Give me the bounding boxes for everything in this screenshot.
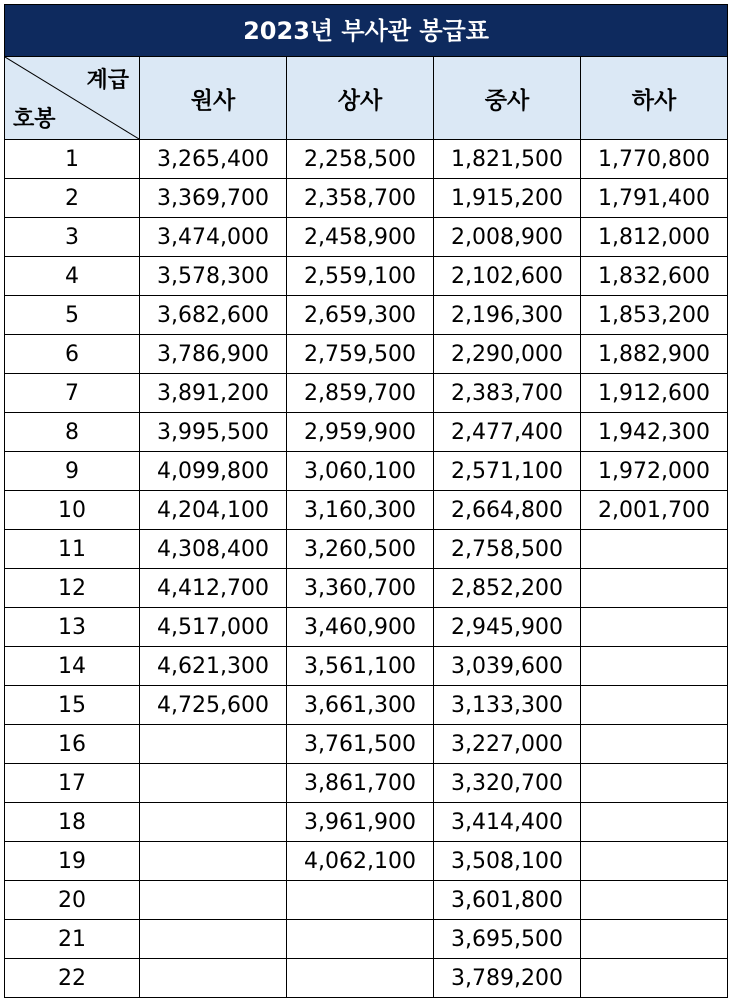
salary-cell: 1,912,600 — [581, 374, 728, 413]
salary-cell: 2,102,600 — [434, 257, 581, 296]
salary-cell: 4,725,600 — [140, 686, 287, 725]
salary-cell: 1,812,000 — [581, 218, 728, 257]
salary-cell: 3,460,900 — [287, 608, 434, 647]
salary-cell — [581, 842, 728, 881]
salary-cell — [581, 569, 728, 608]
salary-cell — [581, 959, 728, 998]
salary-cell: 4,062,100 — [287, 842, 434, 881]
salary-cell: 2,659,300 — [287, 296, 434, 335]
step-number-cell: 1 — [5, 140, 140, 179]
table-row — [5, 335, 728, 374]
salary-cell: 3,414,400 — [434, 803, 581, 842]
table-row — [5, 374, 728, 413]
salary-cell: 2,196,300 — [434, 296, 581, 335]
salary-cell: 3,060,100 — [287, 452, 434, 491]
salary-cell: 3,265,400 — [140, 140, 287, 179]
salary-cell — [140, 764, 287, 803]
step-number-cell: 12 — [5, 569, 140, 608]
salary-cell: 3,133,300 — [434, 686, 581, 725]
table-row — [5, 959, 728, 998]
salary-cell: 3,786,900 — [140, 335, 287, 374]
header-row — [5, 57, 728, 140]
salary-cell: 1,770,800 — [581, 140, 728, 179]
grade-label: 계급 — [86, 68, 129, 93]
salary-cell: 3,320,700 — [434, 764, 581, 803]
step-number-cell: 4 — [5, 257, 140, 296]
salary-cell — [581, 881, 728, 920]
step-number-cell: 20 — [5, 881, 140, 920]
salary-cell: 2,852,200 — [434, 569, 581, 608]
step-number-cell: 18 — [5, 803, 140, 842]
column-header-1: 원사 — [140, 57, 287, 140]
salary-cell: 2,571,100 — [434, 452, 581, 491]
salary-cell: 3,227,000 — [434, 725, 581, 764]
column-header-2: 상사 — [287, 57, 434, 140]
salary-cell: 2,559,100 — [287, 257, 434, 296]
corner-header-cell — [5, 57, 140, 140]
salary-cell — [140, 803, 287, 842]
step-number-cell: 15 — [5, 686, 140, 725]
salary-cell: 3,360,700 — [287, 569, 434, 608]
salary-cell: 2,664,800 — [434, 491, 581, 530]
salary-cell: 3,761,500 — [287, 725, 434, 764]
step-number-cell: 13 — [5, 608, 140, 647]
salary-cell: 1,853,200 — [581, 296, 728, 335]
salary-cell — [140, 920, 287, 959]
salary-cell: 3,508,100 — [434, 842, 581, 881]
column-header-3: 중사 — [434, 57, 581, 140]
salary-cell: 1,882,900 — [581, 335, 728, 374]
table-row — [5, 530, 728, 569]
salary-cell: 3,561,100 — [287, 647, 434, 686]
salary-cell: 1,915,200 — [434, 179, 581, 218]
step-number-cell: 7 — [5, 374, 140, 413]
salary-table — [4, 56, 728, 998]
table-row — [5, 647, 728, 686]
step-number-cell: 11 — [5, 530, 140, 569]
step-number-cell: 10 — [5, 491, 140, 530]
salary-cell: 2,001,700 — [581, 491, 728, 530]
salary-cell: 3,578,300 — [140, 257, 287, 296]
salary-cell — [581, 686, 728, 725]
table-row — [5, 920, 728, 959]
salary-cell — [581, 647, 728, 686]
salary-cell: 2,290,000 — [434, 335, 581, 374]
step-label: 호봉 — [13, 107, 56, 132]
salary-cell: 1,832,600 — [581, 257, 728, 296]
salary-cell: 4,517,000 — [140, 608, 287, 647]
salary-cell: 3,474,000 — [140, 218, 287, 257]
salary-cell: 1,972,000 — [581, 452, 728, 491]
step-number-cell: 2 — [5, 179, 140, 218]
table-row — [5, 218, 728, 257]
table-row — [5, 569, 728, 608]
salary-cell: 1,821,500 — [434, 140, 581, 179]
table-row — [5, 491, 728, 530]
step-number-cell: 14 — [5, 647, 140, 686]
salary-cell — [140, 959, 287, 998]
salary-cell: 3,891,200 — [140, 374, 287, 413]
salary-cell: 3,160,300 — [287, 491, 434, 530]
salary-cell: 2,759,500 — [287, 335, 434, 374]
table-row — [5, 257, 728, 296]
salary-cell: 4,308,400 — [140, 530, 287, 569]
step-number-cell: 22 — [5, 959, 140, 998]
salary-cell: 3,789,200 — [434, 959, 581, 998]
salary-cell: 4,412,700 — [140, 569, 287, 608]
salary-cell: 4,099,800 — [140, 452, 287, 491]
step-number-cell: 5 — [5, 296, 140, 335]
salary-cell — [140, 842, 287, 881]
salary-cell: 2,383,700 — [434, 374, 581, 413]
salary-cell — [287, 881, 434, 920]
step-number-cell: 19 — [5, 842, 140, 881]
salary-cell — [581, 530, 728, 569]
salary-cell — [581, 725, 728, 764]
salary-cell: 2,358,700 — [287, 179, 434, 218]
table-row — [5, 686, 728, 725]
salary-cell: 3,661,300 — [287, 686, 434, 725]
column-header-4: 하사 — [581, 57, 728, 140]
salary-cell: 2,945,900 — [434, 608, 581, 647]
salary-cell — [140, 881, 287, 920]
salary-cell: 3,601,800 — [434, 881, 581, 920]
salary-cell: 1,791,400 — [581, 179, 728, 218]
salary-cell: 3,682,600 — [140, 296, 287, 335]
table-title: 2023년 부사관 봉급표 — [4, 4, 728, 56]
step-number-cell: 17 — [5, 764, 140, 803]
table-row — [5, 881, 728, 920]
table-row — [5, 842, 728, 881]
table-row — [5, 803, 728, 842]
step-number-cell: 8 — [5, 413, 140, 452]
step-number-cell: 6 — [5, 335, 140, 374]
salary-cell: 3,695,500 — [434, 920, 581, 959]
step-number-cell: 3 — [5, 218, 140, 257]
step-number-cell: 21 — [5, 920, 140, 959]
table-row — [5, 725, 728, 764]
salary-cell: 3,861,700 — [287, 764, 434, 803]
table-row — [5, 413, 728, 452]
salary-table-container — [4, 4, 728, 998]
salary-cell — [140, 725, 287, 764]
step-number-cell: 16 — [5, 725, 140, 764]
salary-cell: 1,942,300 — [581, 413, 728, 452]
salary-cell — [581, 803, 728, 842]
salary-cell — [581, 764, 728, 803]
salary-cell: 2,458,900 — [287, 218, 434, 257]
table-row — [5, 608, 728, 647]
table-row — [5, 452, 728, 491]
salary-cell: 3,039,600 — [434, 647, 581, 686]
salary-cell: 3,369,700 — [140, 179, 287, 218]
salary-cell: 3,260,500 — [287, 530, 434, 569]
step-number-cell: 9 — [5, 452, 140, 491]
salary-cell: 4,621,300 — [140, 647, 287, 686]
salary-cell — [287, 920, 434, 959]
salary-cell — [581, 920, 728, 959]
salary-cell: 3,961,900 — [287, 803, 434, 842]
salary-cell: 2,258,500 — [287, 140, 434, 179]
table-row — [5, 140, 728, 179]
salary-cell: 2,477,400 — [434, 413, 581, 452]
table-row — [5, 179, 728, 218]
table-body — [5, 140, 728, 998]
salary-cell — [581, 608, 728, 647]
table-row — [5, 296, 728, 335]
table-row — [5, 764, 728, 803]
salary-cell: 3,995,500 — [140, 413, 287, 452]
salary-cell: 2,959,900 — [287, 413, 434, 452]
salary-cell: 2,859,700 — [287, 374, 434, 413]
salary-cell: 2,008,900 — [434, 218, 581, 257]
salary-cell — [287, 959, 434, 998]
salary-cell: 2,758,500 — [434, 530, 581, 569]
salary-cell: 4,204,100 — [140, 491, 287, 530]
